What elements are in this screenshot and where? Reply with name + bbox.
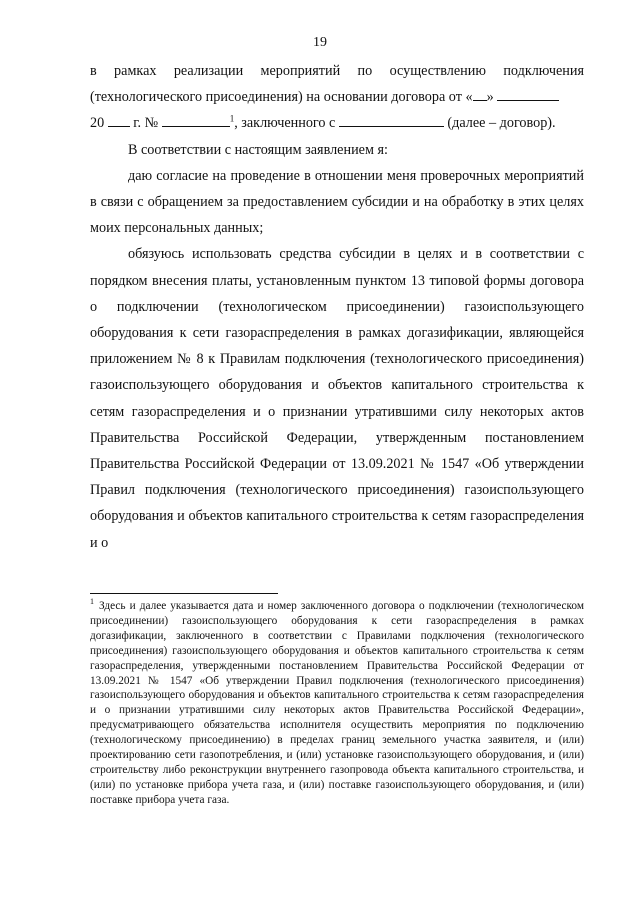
footnote-reference: 1 — [229, 113, 235, 124]
paragraph-contract-reference — [90, 58, 584, 137]
year-suffix: г. № — [133, 115, 159, 132]
paragraph-1-start: в рамках реализации мероприятий по осуществлению подключения (технологического присоединения) на основании договора от « — [90, 63, 584, 106]
year-prefix: 20 — [90, 115, 105, 132]
footnote-separator — [90, 593, 278, 594]
footnote-mark: 1 — [90, 597, 94, 607]
footnote — [90, 599, 584, 808]
paragraph-obligation: обязуюсь использовать средства субсидии в целях и в соответствии с порядком внесения платы, установленным пунктом 13 типовой формы договора о подключении (технологическом присоединении) газоиспользующего оборудования к сети газораспределения в рамках догазификации, являющейся приложением № 8 к Правилам подключения (технологического присоединения) газоиспользующего оборудования и объектов капитального строительства к сетям газораспределения и о признании утратившими силу некоторых актов Правительства Российской Федерации, утвержденным постановлением Правительства Российской Федерации от 13.09.2021 № 1547 «Об утверждении Правил подключения (технологического присоединения) газоиспользующего оборудования и объектов капитального строительства к сетям газораспределения и о — [90, 246, 584, 551]
paragraph-consent: даю согласие на проведение в отношении меня проверочных мероприятий в связи с обращением за предоставлением субсидии и на обработку в этих целях моих персональных данных; — [90, 167, 584, 237]
paragraph-statement-intro: В соответствии с настоящим заявлением я: — [128, 141, 388, 158]
month-blank — [497, 88, 559, 101]
quote-close: » — [486, 89, 494, 106]
concluded-with: , заключенного с — [234, 115, 336, 132]
footnote-text: Здесь и далее указывается дата и номер заключенного договора о подключении (технологическом присоединении) газоиспользующего оборудования к сети газораспределения в рамках догазификации, заключенного в соответствии с Правилами подключения (технологического присоединения) газоиспользующего оборудования и объектов капитального строительства к сетям газораспределения, утвержденными постановлением Правительства Российской Федерации от 13.09.2021 № 1547 «Об утверждении Правил подключения (технологического присоединения) газоиспользующего оборудования и объектов капитального строительства к сетям газораспределения и о признании утратившими силу некоторых актов Правительства Российской Федерации», предусматривающего обязательства исполнителя осуществить мероприятия по подключению (технологическому присоединению) в пределах границ земельного участка заявителя, и (или) проектированию сети газопотребления, и (или) установке газоиспользующего оборудования, и (или) строительству либо реконструкции внутреннего газопровода объекта капитального строительства, и (или) по установке прибора учета газа, и (или) поставке газоиспользующего оборудования, и (или) поставке прибора учета газа. — [90, 600, 584, 806]
page-number: 19 — [313, 35, 327, 50]
paragraph-1-end: (далее – договор). — [447, 115, 556, 132]
day-blank — [473, 88, 487, 101]
contract-number-blank — [162, 114, 230, 127]
counterparty-blank — [339, 114, 444, 127]
document-body — [90, 58, 584, 556]
year-blank — [108, 114, 130, 127]
